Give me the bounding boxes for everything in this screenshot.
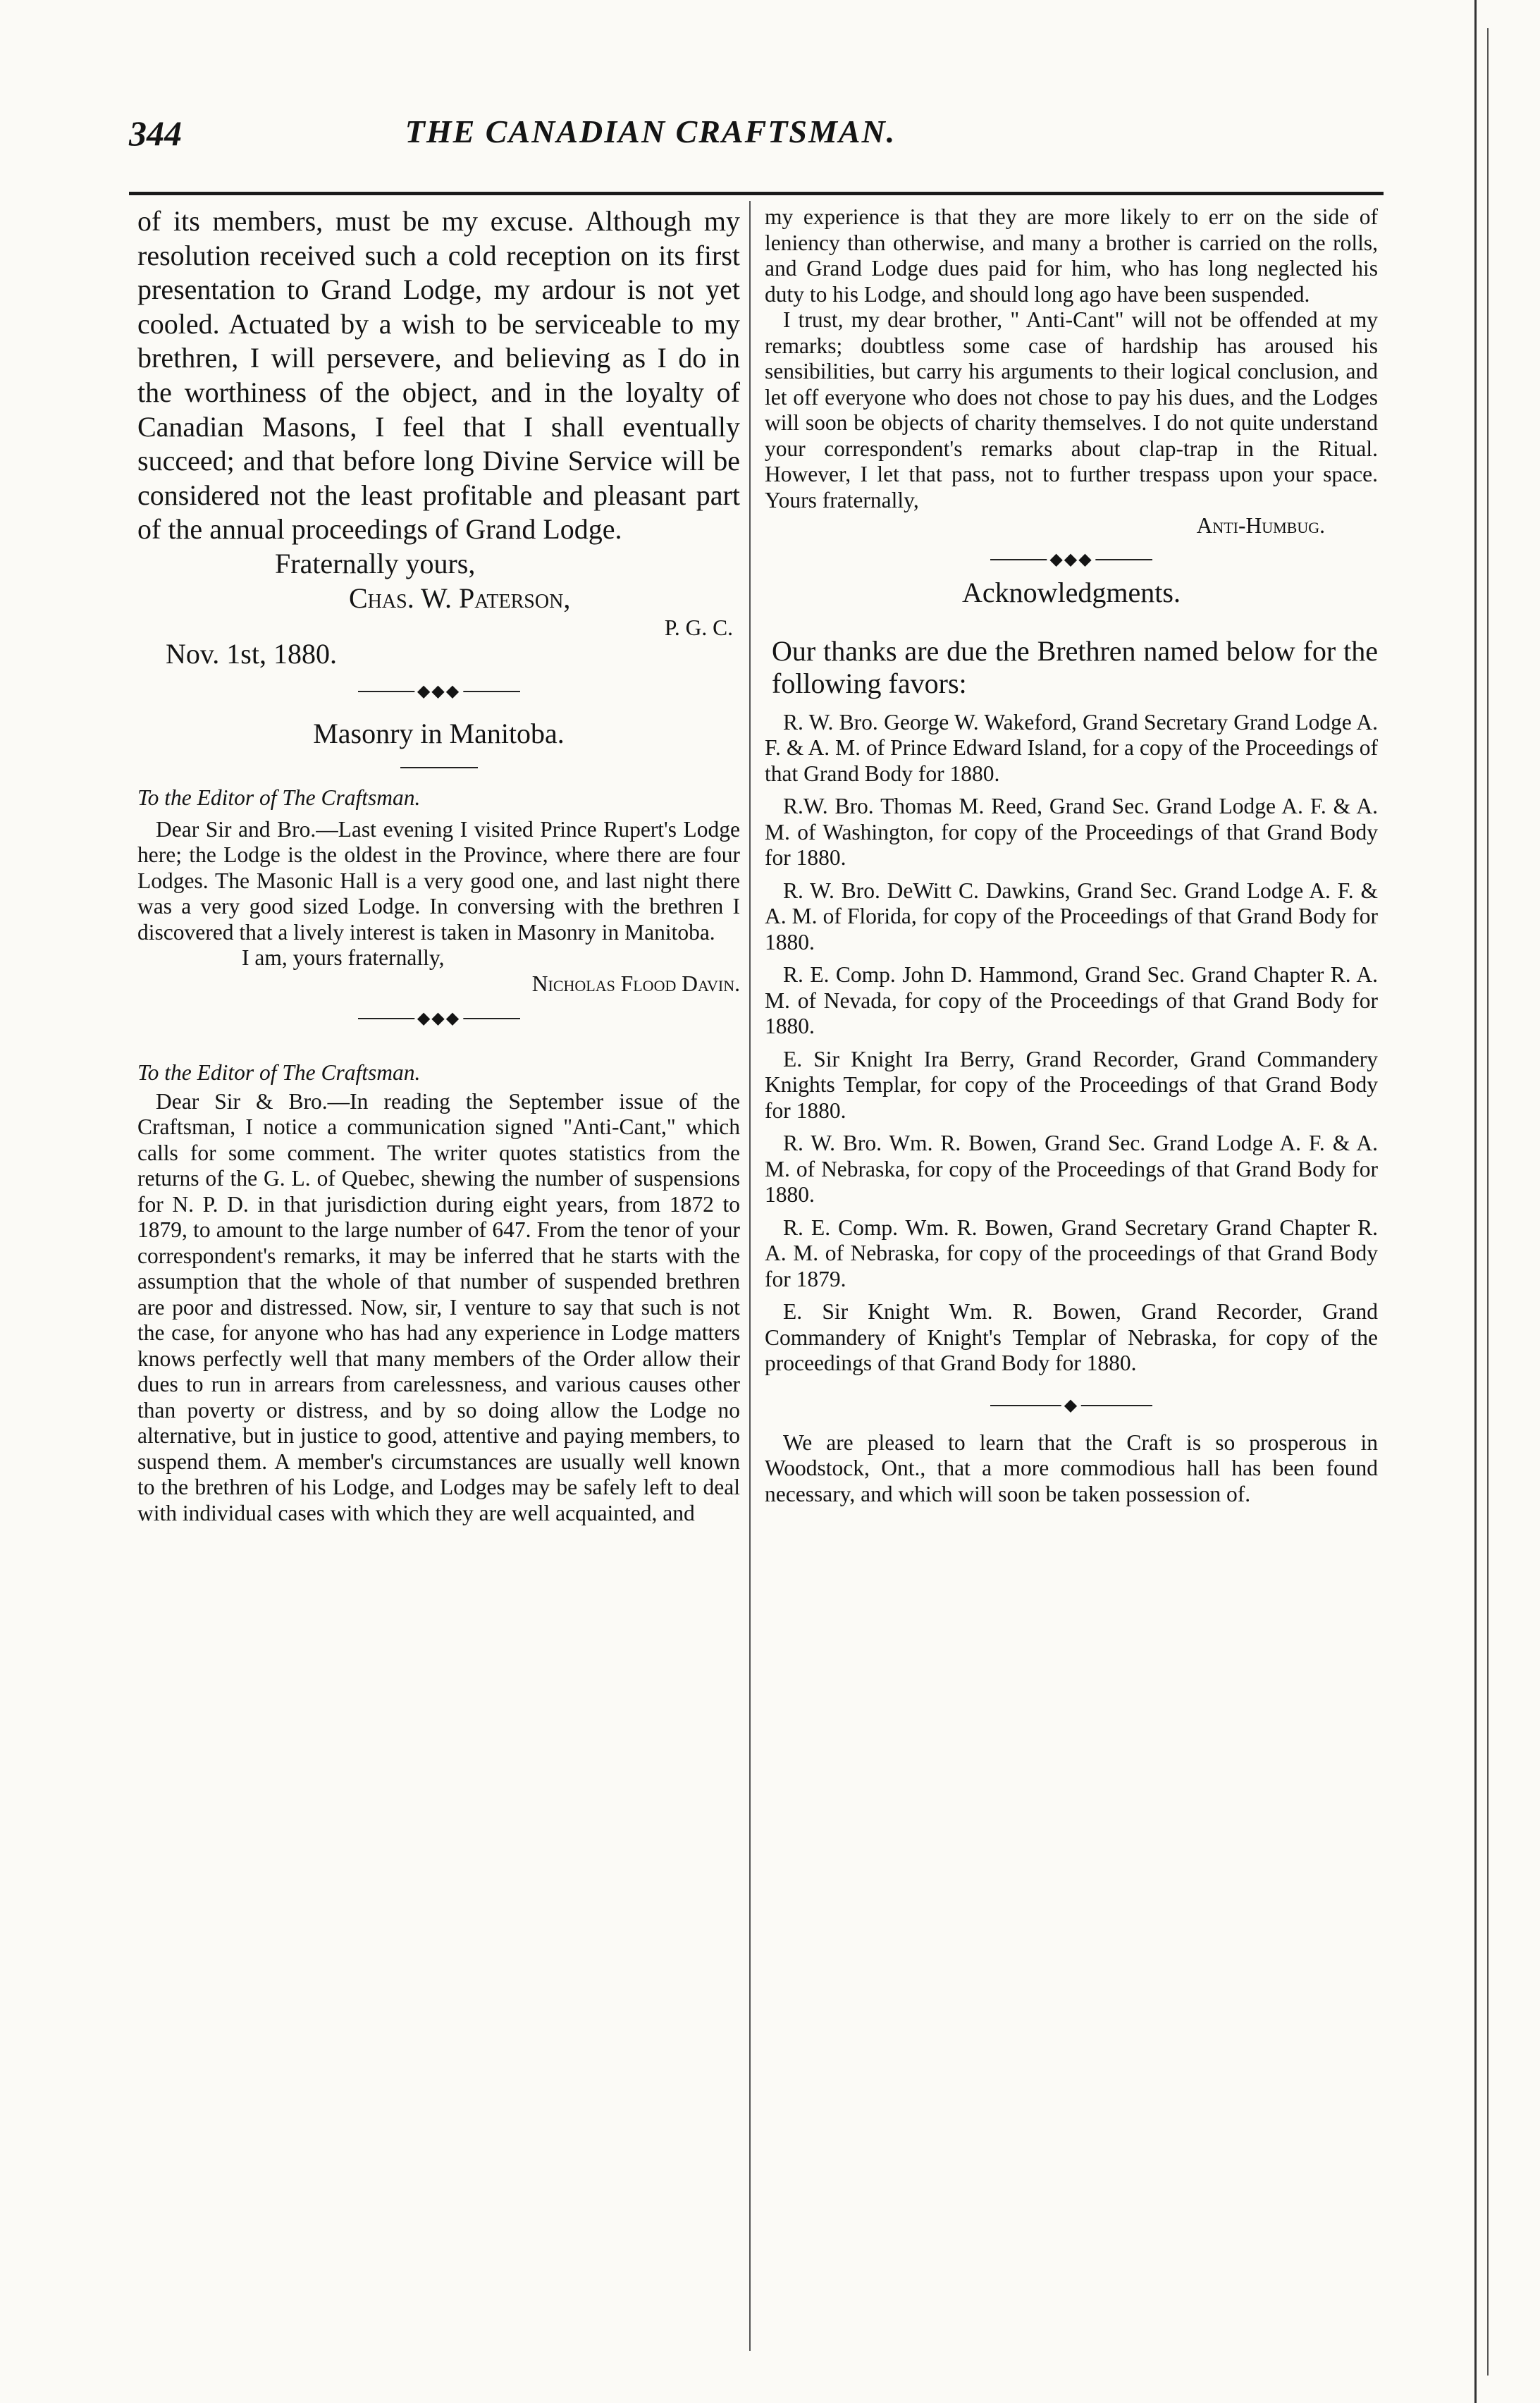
letter-closing: Fraternally yours, [275,547,476,579]
acknowledgments-list [765,710,1378,1377]
letter-signature: Chas. W. Paterson, [349,582,571,614]
letter-body: Dear Sir & Bro.—In reading the September issue of the Craftsman, I notice a communication signed "Anti-Cant," which calls for some comment. The writer quotes statistics from the returns of the G. L. of Quebec, shewing the number of suspensions for N. P. D. in that jurisdiction during eight years, from 1872 to 1879, to amount to the large number of 647. From the tenor of your correspondent's remarks, it may be inferred that he starts with the assumption that the whole of that number of suspended brethren are poor and distressed. Now, sir, I venture to say that such is not the case, for anyone who has had any experience in Lodge matters knows perfectly well that many members of the Order allow their dues to run in arrears from carelessness, and various causes other than poverty or distress, and by so doing allow the Lodge no alternative, but in justice to good, attentive and paying members, to suspend them. A member's circumstances are usually well known to the brethren of his Lodge, and Lodges may be safely left to deal with individual cases with which they are well acquainted, and [137,1088,740,1525]
section-heading: Acknowledgments. [962,576,1181,608]
letter-body: Dear Sir and Bro.—Last evening I visited Prince Rupert's Lodge here; the Lodge is the oldest in the Province, where there are four Lodges. The Masonic Hall is a very good one, and last night there was a very good sized Lodge. In conversing with the brethren I discovered that a lively interest is taken in Masonry in Manitoba. [137,816,740,945]
section-divider: ◆◆◆ [358,1008,520,1029]
list-item: R. E. Comp. Wm. R. Bowen, Grand Secretary Grand Chapter R. A. M. of Nebraska, for copy of the proceedings of that Grand Body for 1879. [765,1215,1378,1291]
acknowledgments-intro: Our thanks are due the Brethren named below for the following favors: [772,634,1378,699]
letter-salutation: To the Editor of The Craftsman. [137,785,421,811]
page-number: 344 [129,113,182,153]
running-title: THE CANADIAN CRAFTSMAN. [405,113,897,149]
letter-body: I trust, my dear brother, " Anti-Cant" will not be offended at my remarks; doubtless some case of hardship has aroused his sensibilities, but carry his arguments to their logical conclusion, and let off everyone who does not chose to pay his dues, and the Lodges will soon be objects of charity themselves. I do not quite understand your correspondent's remarks about clap-trap in the Ritual. However, I let that pass, not to further trespass upon your space. Yours fraternally, [765,307,1378,512]
letter-title: P. G. C. [664,615,733,641]
letter-body: my experience is that they are more likely to err on the side of leniency than otherwise, and many a brother is carried on the rolls, and Grand Lodge dues paid for him, who has long neglected his duty to his Lodge, and should long ago have been suspended. [765,204,1378,307]
page-header [129,113,1398,169]
list-item: R. W. Bro. Wm. R. Bowen, Grand Sec. Grand Lodge A. F. & A. M. of Nebraska, for copy of the Proceedings of that Grand Body for 1880. [765,1131,1378,1207]
header-rule [129,192,1384,195]
list-item: R. W. Bro. George W. Wakeford, Grand Secretary Grand Lodge A. F. & A. M. of Prince Edward Island, for a copy of the Proceedings of that Grand Body for 1880. [765,709,1378,786]
column-divider [749,201,751,2351]
letter-closing: I am, yours fraternally, [242,945,445,971]
list-item: R.W. Bro. Thomas M. Reed, Grand Sec. Grand Lodge A. F. & A. M. of Washington, for copy of the Proceedings of that Grand Body for 1880. [765,794,1378,870]
list-item: R. E. Comp. John D. Hammond, Grand Sec. Grand Chapter R. A. M. of Nevada, for copy of the Proceedings of that Grand Body for 1880. [765,962,1378,1038]
left-column [137,204,740,1526]
list-item: E. Sir Knight Ira Berry, Grand Recorder, Grand Commandery Knights Templar, for copy of the Proceedings of that Grand Body for 1880. [765,1046,1378,1123]
news-item: We are pleased to learn that the Craft is so prosperous in Woodstock, Ont., that a more commodious hall has been found necessary, and which will soon be taken possession of. [765,1430,1378,1506]
letter-date: Nov. 1st, 1880. [166,637,337,670]
section-divider: ◆◆◆ [990,549,1152,570]
page-edge-line [1487,28,1489,2376]
letter-signature: Nicholas Flood Davin. [531,971,740,996]
letter-body: of its members, must be my excuse. Although my resolution received such a cold reception on its first presentation to Grand Lodge, my ardour is not yet cooled. Actuated by a wish to be serviceable to my brethren, I will persevere, and believing as I do in the worthiness of the object, and in the loyalty of Canadian Masons, I feel that I shall eventually succeed; and that before long Divine Service will be considered not the least profitable and pleasant part of the annual proceedings of Grand Lodge. [137,205,740,546]
right-column [765,204,1378,1507]
section-divider: ◆ [990,1395,1152,1416]
letter-salutation: To the Editor of The Craftsman. [137,1060,421,1086]
section-heading: Masonry in Manitoba. [313,718,565,750]
letter-signature: Anti-Humbug. [1196,513,1325,538]
heading-rule [400,767,478,768]
section-divider: ◆◆◆ [358,681,520,702]
list-item: E. Sir Knight Wm. R. Bowen, Grand Recorder, Grand Commandery of Knight's Templar of Nebraska, for copy of the proceedings of that Grand Body for 1880. [765,1299,1378,1375]
page-edge-line [1474,0,1477,2403]
list-item: R. W. Bro. DeWitt C. Dawkins, Grand Sec. Grand Lodge A. F. & A. M. of Florida, for copy of the Proceedings of that Grand Body for 1880. [765,878,1378,954]
